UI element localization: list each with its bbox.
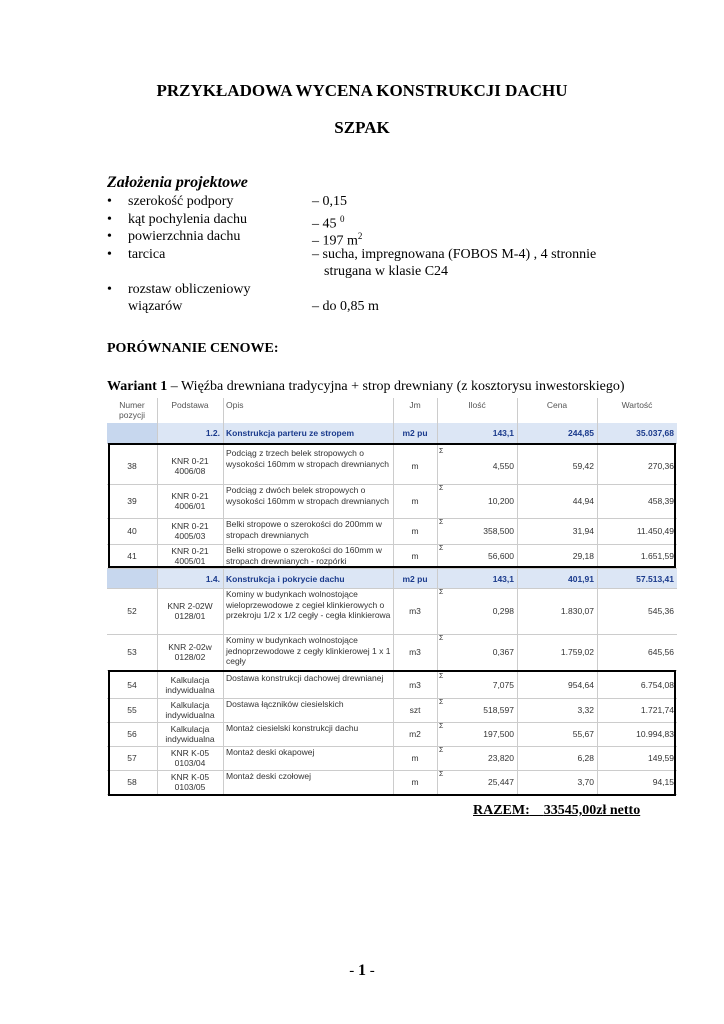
- item-basis: Kalkulacja indywidualna: [165, 700, 215, 720]
- bullet-icon: •: [107, 246, 112, 262]
- item-value: 645,56: [648, 647, 674, 657]
- item-quantity: 197,500: [483, 729, 514, 739]
- item-description: Dostawa konstrukcji dachowej drewnianej: [226, 673, 384, 683]
- item-quantity: 10,200: [488, 496, 514, 506]
- item-unit: szt: [409, 705, 421, 715]
- item-unit: m: [411, 496, 419, 506]
- group-qty: 143,1: [437, 569, 517, 588]
- comparison-heading: PORÓWNANIE CENOWE:: [107, 341, 279, 356]
- bullet-icon: •: [107, 229, 112, 244]
- column-header-unit: Jm: [409, 400, 421, 410]
- sigma-icon: Σ: [439, 519, 444, 526]
- item-unit: m: [411, 551, 419, 561]
- highlight-box: [108, 670, 676, 796]
- group-unit: m2 pu: [393, 569, 437, 588]
- item-description: Podciąg z trzech belek stropowych o wysokości 160mm w stropach drewnianych: [226, 448, 389, 469]
- item-position: 40: [127, 526, 137, 536]
- sigma-icon: Σ: [439, 589, 444, 596]
- assumption-value: – 0,15: [312, 194, 347, 209]
- item-price: 6,28: [577, 753, 594, 763]
- item-description: Montaż ciesielski konstrukcji dachu: [226, 723, 359, 733]
- sigma-icon: Σ: [439, 771, 444, 778]
- item-position: 57: [127, 753, 137, 763]
- item-position: 54: [127, 680, 137, 690]
- item-description: Belki stropowe o szerokości do 200mm w stropach drewnianych: [226, 519, 382, 540]
- sigma-icon: Σ: [439, 747, 444, 754]
- sigma-icon: Σ: [439, 485, 444, 492]
- assumptions-heading: Założenia projektowe: [107, 174, 248, 191]
- assumption-item: [107, 281, 687, 316]
- item-position: 55: [127, 705, 137, 715]
- item-value: 149,59: [648, 753, 674, 763]
- group-name: Konstrukcja parteru ze stropem: [223, 423, 393, 443]
- item-price: 1.759,02: [560, 647, 594, 657]
- item-description: Kominy w budynkach wolnostojące jednoprzewodowe z cegły klinkierowej 1 x 1 cegły: [226, 635, 391, 666]
- bullet-icon: •: [107, 211, 112, 227]
- item-position: 39: [127, 496, 137, 506]
- group-value: 57.513,41: [597, 569, 677, 588]
- assumption-value: – do 0,85 m: [312, 298, 379, 314]
- item-unit: m: [411, 777, 419, 787]
- item-price: 31,94: [572, 526, 594, 536]
- item-description: Podciąg z dwóch belek stropowych o wysokości 160mm w stropach drewnianych: [226, 485, 389, 506]
- item-unit: m3: [409, 606, 421, 616]
- assumption-item: [107, 211, 687, 232]
- item-basis: KNR K-05 0103/04: [170, 748, 210, 768]
- sigma-icon: Σ: [439, 635, 444, 642]
- item-price: 29,18: [572, 551, 594, 561]
- group-code: 1.2.: [157, 423, 223, 443]
- item-unit: m: [411, 526, 419, 536]
- variant-caption: Wariant 1 – Więźba drewniana tradycyjna + strop drewniany (z kosztorysu inwestorskiego): [107, 379, 625, 394]
- item-position: 58: [127, 777, 137, 787]
- assumption-item: [107, 228, 687, 249]
- item-quantity: 7,075: [492, 680, 514, 690]
- item-basis: KNR 0-21 4005/03: [171, 521, 209, 541]
- item-description: Kominy w budynkach wolnostojące wieloprzewodowe z cegieł klinkierowych o przekroju 1/2 x 1/2 cegły - cegła klinkierowa: [226, 589, 391, 620]
- item-description: Belki stropowe o szerokości do 160mm w stropach drewnianych - rozpórki: [226, 545, 382, 566]
- item-unit: m: [411, 753, 419, 763]
- item-price: 1.830,07: [560, 606, 594, 616]
- sigma-icon: Σ: [439, 673, 444, 680]
- item-basis: KNR 0-21 4006/01: [171, 491, 209, 511]
- item-price: 44,94: [572, 496, 594, 506]
- page-title: PRZYKŁADOWA WYCENA KONSTRUKCJI DACHU: [156, 81, 568, 100]
- bullet-icon: •: [107, 194, 112, 209]
- item-description: Montaż deski czołowej: [226, 771, 312, 781]
- item-value: 270,36: [648, 460, 674, 471]
- item-quantity: 25,447: [488, 777, 514, 787]
- item-basis: KNR 0-21 4006/08: [171, 455, 209, 476]
- item-basis: KNR 2-02W 0128/01: [167, 601, 213, 621]
- column-header-price: Cena: [546, 400, 568, 410]
- assumption-item: [107, 246, 687, 281]
- item-basis: Kalkulacja indywidualna: [165, 675, 215, 695]
- cost-estimate-table: [107, 398, 677, 797]
- assumption-value: – 45 $^0$: [312, 213, 345, 232]
- item-quantity: 56,600: [488, 551, 514, 561]
- item-unit: m: [411, 460, 419, 471]
- item-position: 53: [127, 647, 137, 657]
- group-name: Konstrukcja i pokrycie dachu: [223, 569, 393, 588]
- column-header-base: Podstawa: [171, 400, 209, 410]
- item-price: 3,32: [577, 705, 594, 715]
- item-description: Dostawa łączników ciesielskich: [226, 699, 344, 709]
- item-value: 94,15: [652, 777, 674, 787]
- group-price: 244,85: [517, 423, 597, 443]
- item-price: 59,42: [572, 460, 594, 471]
- item-value: 545,36: [648, 606, 674, 616]
- item-value: 458,39: [648, 496, 674, 506]
- bullet-icon: •: [107, 281, 112, 297]
- assumption-label: szerokość podpory: [128, 194, 234, 209]
- column-header-value: Wartość: [621, 400, 653, 410]
- item-quantity: 0,367: [492, 647, 514, 657]
- assumptions-list: [107, 193, 687, 316]
- item-unit: m3: [409, 680, 421, 690]
- group-value: 35.037,68: [597, 423, 677, 443]
- group-unit: m2 pu: [393, 423, 437, 443]
- page-subtitle: SZPAK: [334, 118, 390, 137]
- item-basis: KNR 0-21 4005/01: [171, 546, 209, 566]
- item-basis: KNR K-05 0103/05: [170, 772, 210, 792]
- item-quantity: 23,820: [488, 753, 514, 763]
- assumption-label: kąt pochylenia dachu: [128, 211, 247, 227]
- item-position: 56: [127, 729, 137, 739]
- item-position: 41: [127, 551, 137, 561]
- column-header-pos: Numer pozycji: [119, 400, 145, 420]
- item-basis: KNR 2-02w 0128/02: [168, 642, 212, 662]
- item-quantity: 4,550: [492, 460, 514, 471]
- group-qty: 143,1: [437, 423, 517, 443]
- group-spacer: [107, 569, 157, 588]
- highlight-box: [108, 443, 676, 568]
- item-quantity: 0,298: [492, 606, 514, 616]
- item-price: 55,67: [572, 729, 594, 739]
- item-unit: m2: [409, 729, 421, 739]
- assumption-label: rozstaw obliczeniowy wiązarów: [128, 281, 251, 314]
- item-value: 1.651,59: [640, 551, 674, 561]
- item-quantity: 518,597: [483, 705, 514, 715]
- assumption-item: [107, 193, 687, 211]
- column-header-desc: Opis: [226, 400, 244, 410]
- item-quantity: 358,500: [483, 526, 514, 536]
- item-value: 1.721,74: [640, 705, 674, 715]
- item-basis: Kalkulacja indywidualna: [165, 724, 215, 744]
- item-description: Montaż deski okapowej: [226, 747, 315, 757]
- page-number: - 1 -: [349, 962, 375, 979]
- sigma-icon: Σ: [439, 699, 444, 706]
- group-price: 401,91: [517, 569, 597, 588]
- assumption-label: tarcica: [128, 246, 166, 262]
- group-spacer: [107, 423, 157, 443]
- assumption-label: powierzchnia dachu: [128, 229, 241, 244]
- item-position: 52: [127, 606, 137, 616]
- sigma-icon: Σ: [439, 448, 444, 455]
- item-value: 10.994,83: [636, 729, 674, 739]
- item-unit: m3: [409, 647, 421, 657]
- sigma-icon: Σ: [439, 545, 444, 552]
- assumption-value: – sucha, impregnowana (FOBOS M-4) , 4 stronnie strugana w klasie C24: [312, 246, 597, 279]
- total-sum: RAZEM: 33545,00zł netto: [473, 803, 641, 818]
- column-header-qty: Ilość: [468, 400, 486, 410]
- assumption-value: – 197 $m^2$: [312, 231, 363, 249]
- item-price: 3,70: [577, 777, 594, 787]
- item-price: 954,64: [568, 680, 594, 690]
- item-value: 6.754,08: [640, 680, 674, 690]
- group-code: 1.4.: [157, 569, 223, 588]
- item-value: 11.450,49: [636, 526, 674, 536]
- item-position: 38: [127, 460, 137, 471]
- sigma-icon: Σ: [439, 723, 444, 730]
